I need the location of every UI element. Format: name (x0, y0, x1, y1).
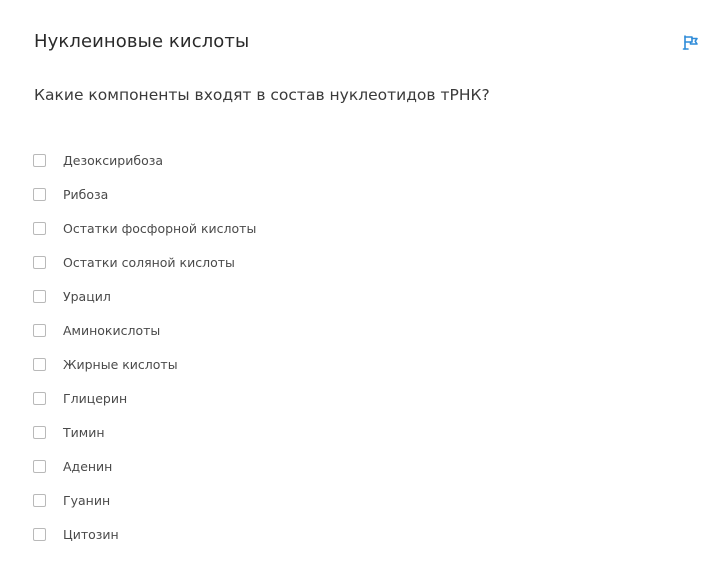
answer-option-label: Глицерин (63, 390, 128, 406)
checkbox[interactable] (33, 460, 46, 473)
answer-option[interactable] (33, 415, 256, 449)
answer-option-label: Остатки соляной кислоты (63, 254, 235, 270)
flag-icon[interactable] (682, 34, 700, 50)
answer-option-label: Урацил (63, 288, 111, 304)
checkbox[interactable] (33, 290, 46, 303)
answer-option[interactable] (33, 211, 256, 245)
checkbox[interactable] (33, 494, 46, 507)
answer-option-label: Гуанин (63, 492, 111, 508)
checkbox[interactable] (33, 392, 46, 405)
checkbox[interactable] (33, 324, 46, 337)
checkbox[interactable] (33, 154, 46, 167)
answer-option-label: Цитозин (63, 526, 119, 542)
answer-option[interactable] (33, 143, 256, 177)
answer-option-label: Дезоксирибоза (63, 152, 164, 168)
answer-option-label: Жирные кислоты (63, 356, 178, 372)
checkbox[interactable] (33, 188, 46, 201)
answer-option-label: Аминокислоты (63, 322, 161, 338)
checkbox[interactable] (33, 222, 46, 235)
answer-option[interactable] (33, 177, 256, 211)
answer-option[interactable] (33, 449, 256, 483)
answer-option-label: Аденин (63, 458, 113, 474)
answer-option[interactable] (33, 347, 256, 381)
question-text: Какие компоненты входят в состав нуклеотидов тРНК? (34, 86, 490, 104)
answer-option[interactable] (33, 381, 256, 415)
answer-option[interactable] (33, 313, 256, 347)
answer-option[interactable] (33, 517, 256, 551)
answer-options-list (33, 143, 256, 551)
question-title: Нуклеиновые кислоты (34, 31, 250, 52)
checkbox[interactable] (33, 528, 46, 541)
answer-option[interactable] (33, 483, 256, 517)
answer-option-label: Остатки фосфорной кислоты (63, 220, 257, 236)
answer-option[interactable] (33, 245, 256, 279)
answer-option-label: Тимин (63, 424, 105, 440)
answer-option-label: Рибоза (63, 186, 109, 202)
checkbox[interactable] (33, 256, 46, 269)
answer-option[interactable] (33, 279, 256, 313)
checkbox[interactable] (33, 426, 46, 439)
checkbox[interactable] (33, 358, 46, 371)
